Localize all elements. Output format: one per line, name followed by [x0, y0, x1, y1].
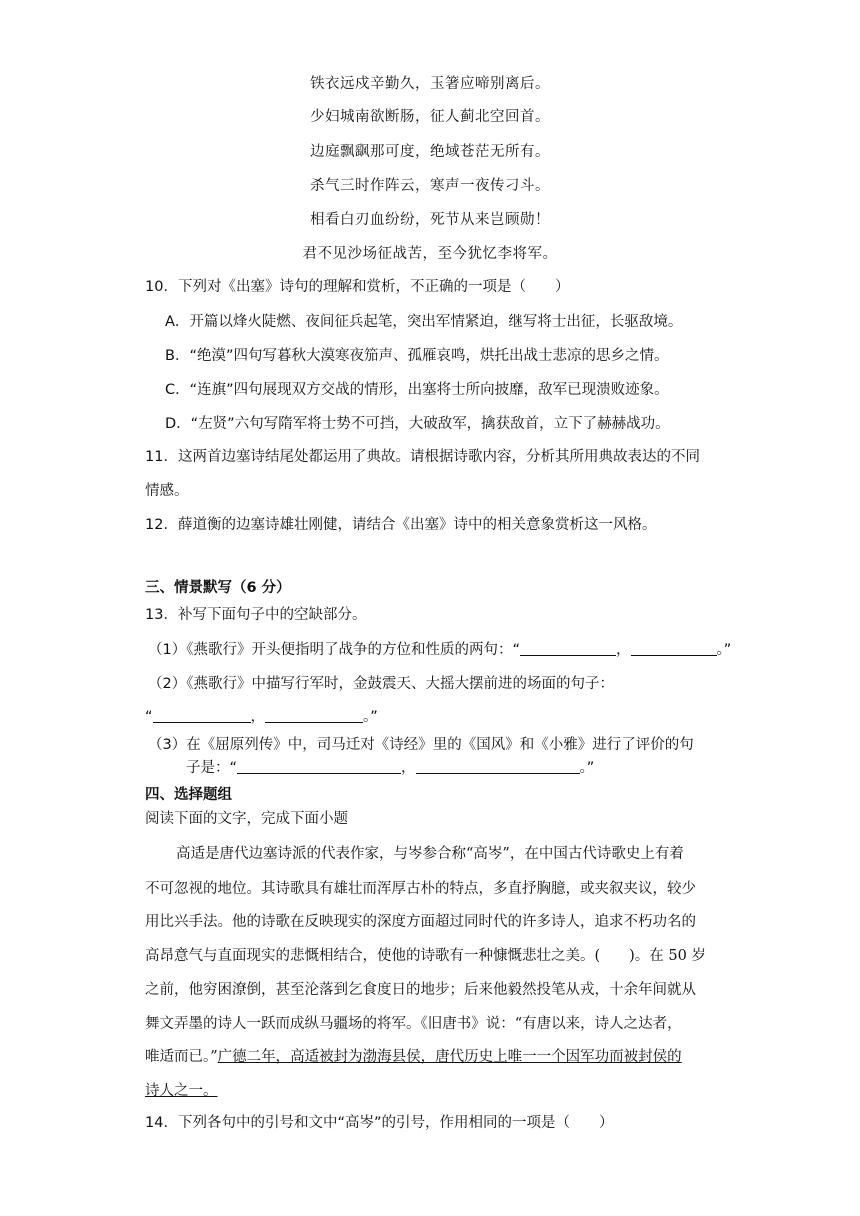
reading-instruction: 阅读下面的文字，完成下面小题 — [145, 811, 348, 827]
question-13-item-2-blanks — [145, 705, 378, 726]
poem-line: 少妇城南欲断肠，征人蓟北空回首。 — [310, 109, 550, 125]
item-3-text: 子是：“ — [186, 760, 238, 776]
question-12: 12．薛道衡的边塞诗雄壮刚健，请结合《出塞》诗中的相关意象赏析这一风格。 — [145, 517, 657, 533]
underlined-sentence-end: 诗人之一。 — [145, 1083, 218, 1099]
section-4-heading: 四、选择题组 — [145, 787, 232, 803]
question-11-line2: 情感。 — [145, 483, 189, 499]
passage-quote-end: 唯适而已。” — [145, 1049, 218, 1065]
item-1-text: （1）《燕歌行》开头便指明了战争的方位和性质的两句：“ — [148, 642, 520, 658]
poem-line: 君不见沙场征战苦，至今犹忆李将军。 — [302, 246, 558, 262]
option-c: C．“连旗”四句展现双方交战的情形，出塞将士所向披靡，敌军已现溃败迹象。 — [165, 382, 669, 398]
question-13-item-3-line2 — [186, 756, 594, 777]
passage-line: 之前，他穷困潦倒，甚至沦落到乞食度日的地步；后来他毅然投笔从戎，十余年间就从 — [145, 982, 696, 998]
item-3-separator: ， — [401, 760, 416, 776]
option-a: A．开篇以烽火陡燃、夜间征兵起笔，突出军情紧迫，继写将士出征，长驱敌境。 — [165, 314, 683, 330]
passage-line — [145, 1045, 682, 1066]
poem-line: 相看白刃血纷纷，死节从来岂顾勋！ — [310, 212, 550, 228]
item-2-separator: ， — [250, 709, 266, 725]
underlined-sentence: 广德二年，高适被封为渤海县侯，唐代历史上唯一一个因军功而被封侯的 — [217, 1049, 682, 1065]
fill-blank[interactable] — [153, 708, 251, 723]
item-2-open-quote: “ — [145, 709, 153, 725]
item-3-end: 。” — [579, 760, 595, 776]
passage-line: 不可忽视的地位。其诗歌具有雄壮而浑厚古朴的特点，多直抒胸臆，或夹叙夹议，较少 — [145, 881, 696, 897]
passage-line: 高适是唐代边塞诗派的代表作家，与岑参合称“高岑”，在中国古代诗歌史上有着 — [176, 846, 684, 862]
poem-line: 边庭飘飖那可度，绝域苍茫无所有。 — [310, 144, 550, 160]
question-11-line1: 11．这两首边塞诗结尾处都运用了典故。请根据诗歌内容，分析其所用典故表达的不同 — [145, 449, 700, 465]
question-13-item-1 — [148, 638, 731, 659]
fill-blank[interactable] — [237, 759, 401, 774]
question-14: 14．下列各句中的引号和文中“高岑”的引号，作用相同的一项是（ ） — [145, 1115, 614, 1131]
item-2-end: 。” — [363, 709, 378, 725]
poem-line: 铁衣远戍辛勤久，玉箸应啼别离后。 — [310, 76, 550, 92]
item-1-separator: ， — [616, 642, 631, 658]
option-b: B．“绝漠”四句写暮秋大漠寒夜笳声、孤雁哀鸣，烘托出战士悲凉的思乡之情。 — [165, 348, 669, 364]
item-1-end: 。” — [716, 642, 732, 658]
option-d: D．“左贤”六句写隋军将士势不可挡，大破敌军，擒获敌首，立下了赫赫战功。 — [165, 416, 670, 432]
fill-blank[interactable] — [416, 759, 580, 774]
passage-line: 用比兴手法。他的诗歌在反映现实的深度方面超过同时代的许多诗人，追求不朽功名的 — [145, 914, 696, 930]
passage-line: 高昂意气与直面现实的悲慨相结合，使他的诗歌有一种慷慨悲壮之美。( )。在 50 岁 — [145, 948, 706, 964]
question-13-stem: 13．补写下面句子中的空缺部分。 — [145, 607, 367, 623]
poem-line: 杀气三时作阵云，寒声一夜传刁斗。 — [310, 178, 550, 194]
fill-blank[interactable] — [265, 708, 363, 723]
question-13-item-3-line1: （3）在《屈原列传》中，司马迁对《诗经》里的《国风》和《小雅》进行了评价的句 — [148, 737, 694, 753]
section-3-heading: 三、情景默写（6 分） — [145, 580, 291, 596]
question-13-item-2: （2）《燕歌行》中描写行军时，金鼓震天、大摇大摆前进的场面的句子： — [148, 676, 614, 692]
fill-blank[interactable] — [631, 641, 717, 656]
passage-line: 舞文弄墨的诗人一跃而成纵马疆场的将军。《旧唐书》说：“有唐以来，诗人之达者， — [145, 1016, 682, 1032]
fill-blank[interactable] — [520, 641, 616, 656]
question-10-stem: 10．下列对《出塞》诗句的理解和赏析，不正确的一项是（ ） — [145, 279, 570, 295]
